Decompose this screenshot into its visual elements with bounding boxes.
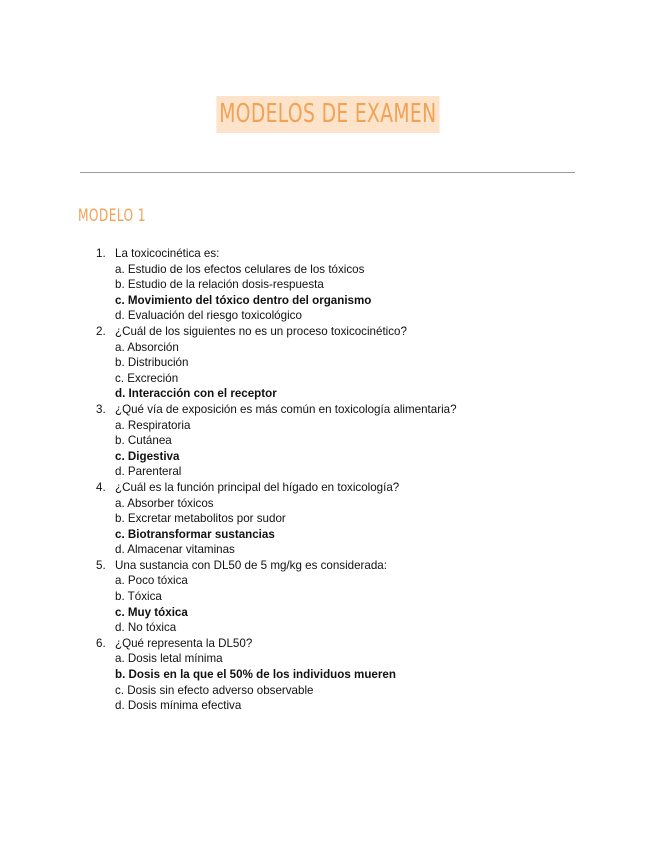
question-number: 5. (96, 558, 106, 572)
question-text: La toxicocinética es: (115, 247, 220, 260)
question-stem (96, 246, 556, 262)
question-number: 6. (96, 636, 106, 650)
question-number: 4. (96, 480, 106, 494)
answer-option: b. Excretar metabolitos por sudor (115, 512, 286, 526)
question-item (96, 558, 556, 636)
question-stem (96, 636, 556, 652)
answer-option-correct: d. Interacción con el receptor (115, 387, 277, 401)
document-title: MODELOS DE EXAMEN (216, 96, 439, 133)
answer-option: c. Dosis sin efecto adverso observable (115, 683, 314, 697)
question-stem (96, 402, 556, 418)
answer-option: b. Distribución (115, 356, 189, 370)
answer-option: a. Absorber tóxicos (115, 496, 214, 510)
question-text: ¿Qué representa la DL50? (115, 636, 253, 650)
answer-option-correct: c. Biotransformar sustancias (115, 527, 275, 541)
answer-option: a. Dosis letal mínima (115, 652, 223, 666)
horizontal-divider (80, 172, 575, 173)
question-item (96, 480, 556, 558)
section-heading: MODELO 1 (78, 206, 146, 226)
question-item (96, 246, 556, 324)
answer-option: a. Estudio de los efectos celulares de los tóxicos (115, 262, 365, 276)
answer-option: d. Parenteral (115, 465, 182, 479)
answer-option-correct: c. Digestiva (115, 449, 180, 463)
question-item (96, 324, 556, 402)
answer-option: b. Estudio de la relación dosis-respuesta (115, 278, 324, 292)
question-number: 3. (96, 402, 106, 416)
question-list (96, 246, 556, 714)
answer-option: a. Respiratoria (115, 418, 191, 432)
answer-option-correct: c. Muy tóxica (115, 605, 188, 619)
question-item (96, 402, 556, 480)
question-text: Una sustancia con DL50 de 5 mg/kg es considerada: (115, 558, 387, 572)
answer-option: a. Poco tóxica (115, 574, 188, 588)
question-item (96, 636, 556, 714)
question-stem (96, 324, 556, 340)
answer-option: a. Absorción (115, 340, 179, 354)
answer-option-correct: b. Dosis en la que el 50% de los individuos mueren (115, 668, 396, 682)
question-text: ¿Qué vía de exposición es más común en toxicología alimentaria? (115, 402, 457, 416)
answer-option: c. Excreción (115, 371, 179, 385)
answer-option: b. Tóxica (115, 590, 162, 604)
question-stem (96, 558, 556, 574)
answer-option: d. Almacenar vitaminas (115, 543, 235, 557)
answer-option-correct: c. Movimiento del tóxico dentro del organismo (115, 293, 372, 307)
answer-option: d. Dosis mínima efectiva (115, 699, 242, 713)
question-text: ¿Cuál de los siguientes no es un proceso toxicocinético? (115, 324, 407, 338)
answer-option: b. Cutánea (115, 434, 172, 448)
answer-option: d. Evaluación del riesgo toxicológico (115, 309, 302, 323)
title-wrapper (0, 96, 655, 133)
question-number: 2. (96, 324, 106, 338)
question-stem (96, 480, 556, 496)
answer-option: d. No tóxica (115, 621, 177, 635)
question-text: ¿Cuál es la función principal del hígado en toxicología? (115, 480, 400, 494)
question-number: 1. (96, 247, 106, 260)
